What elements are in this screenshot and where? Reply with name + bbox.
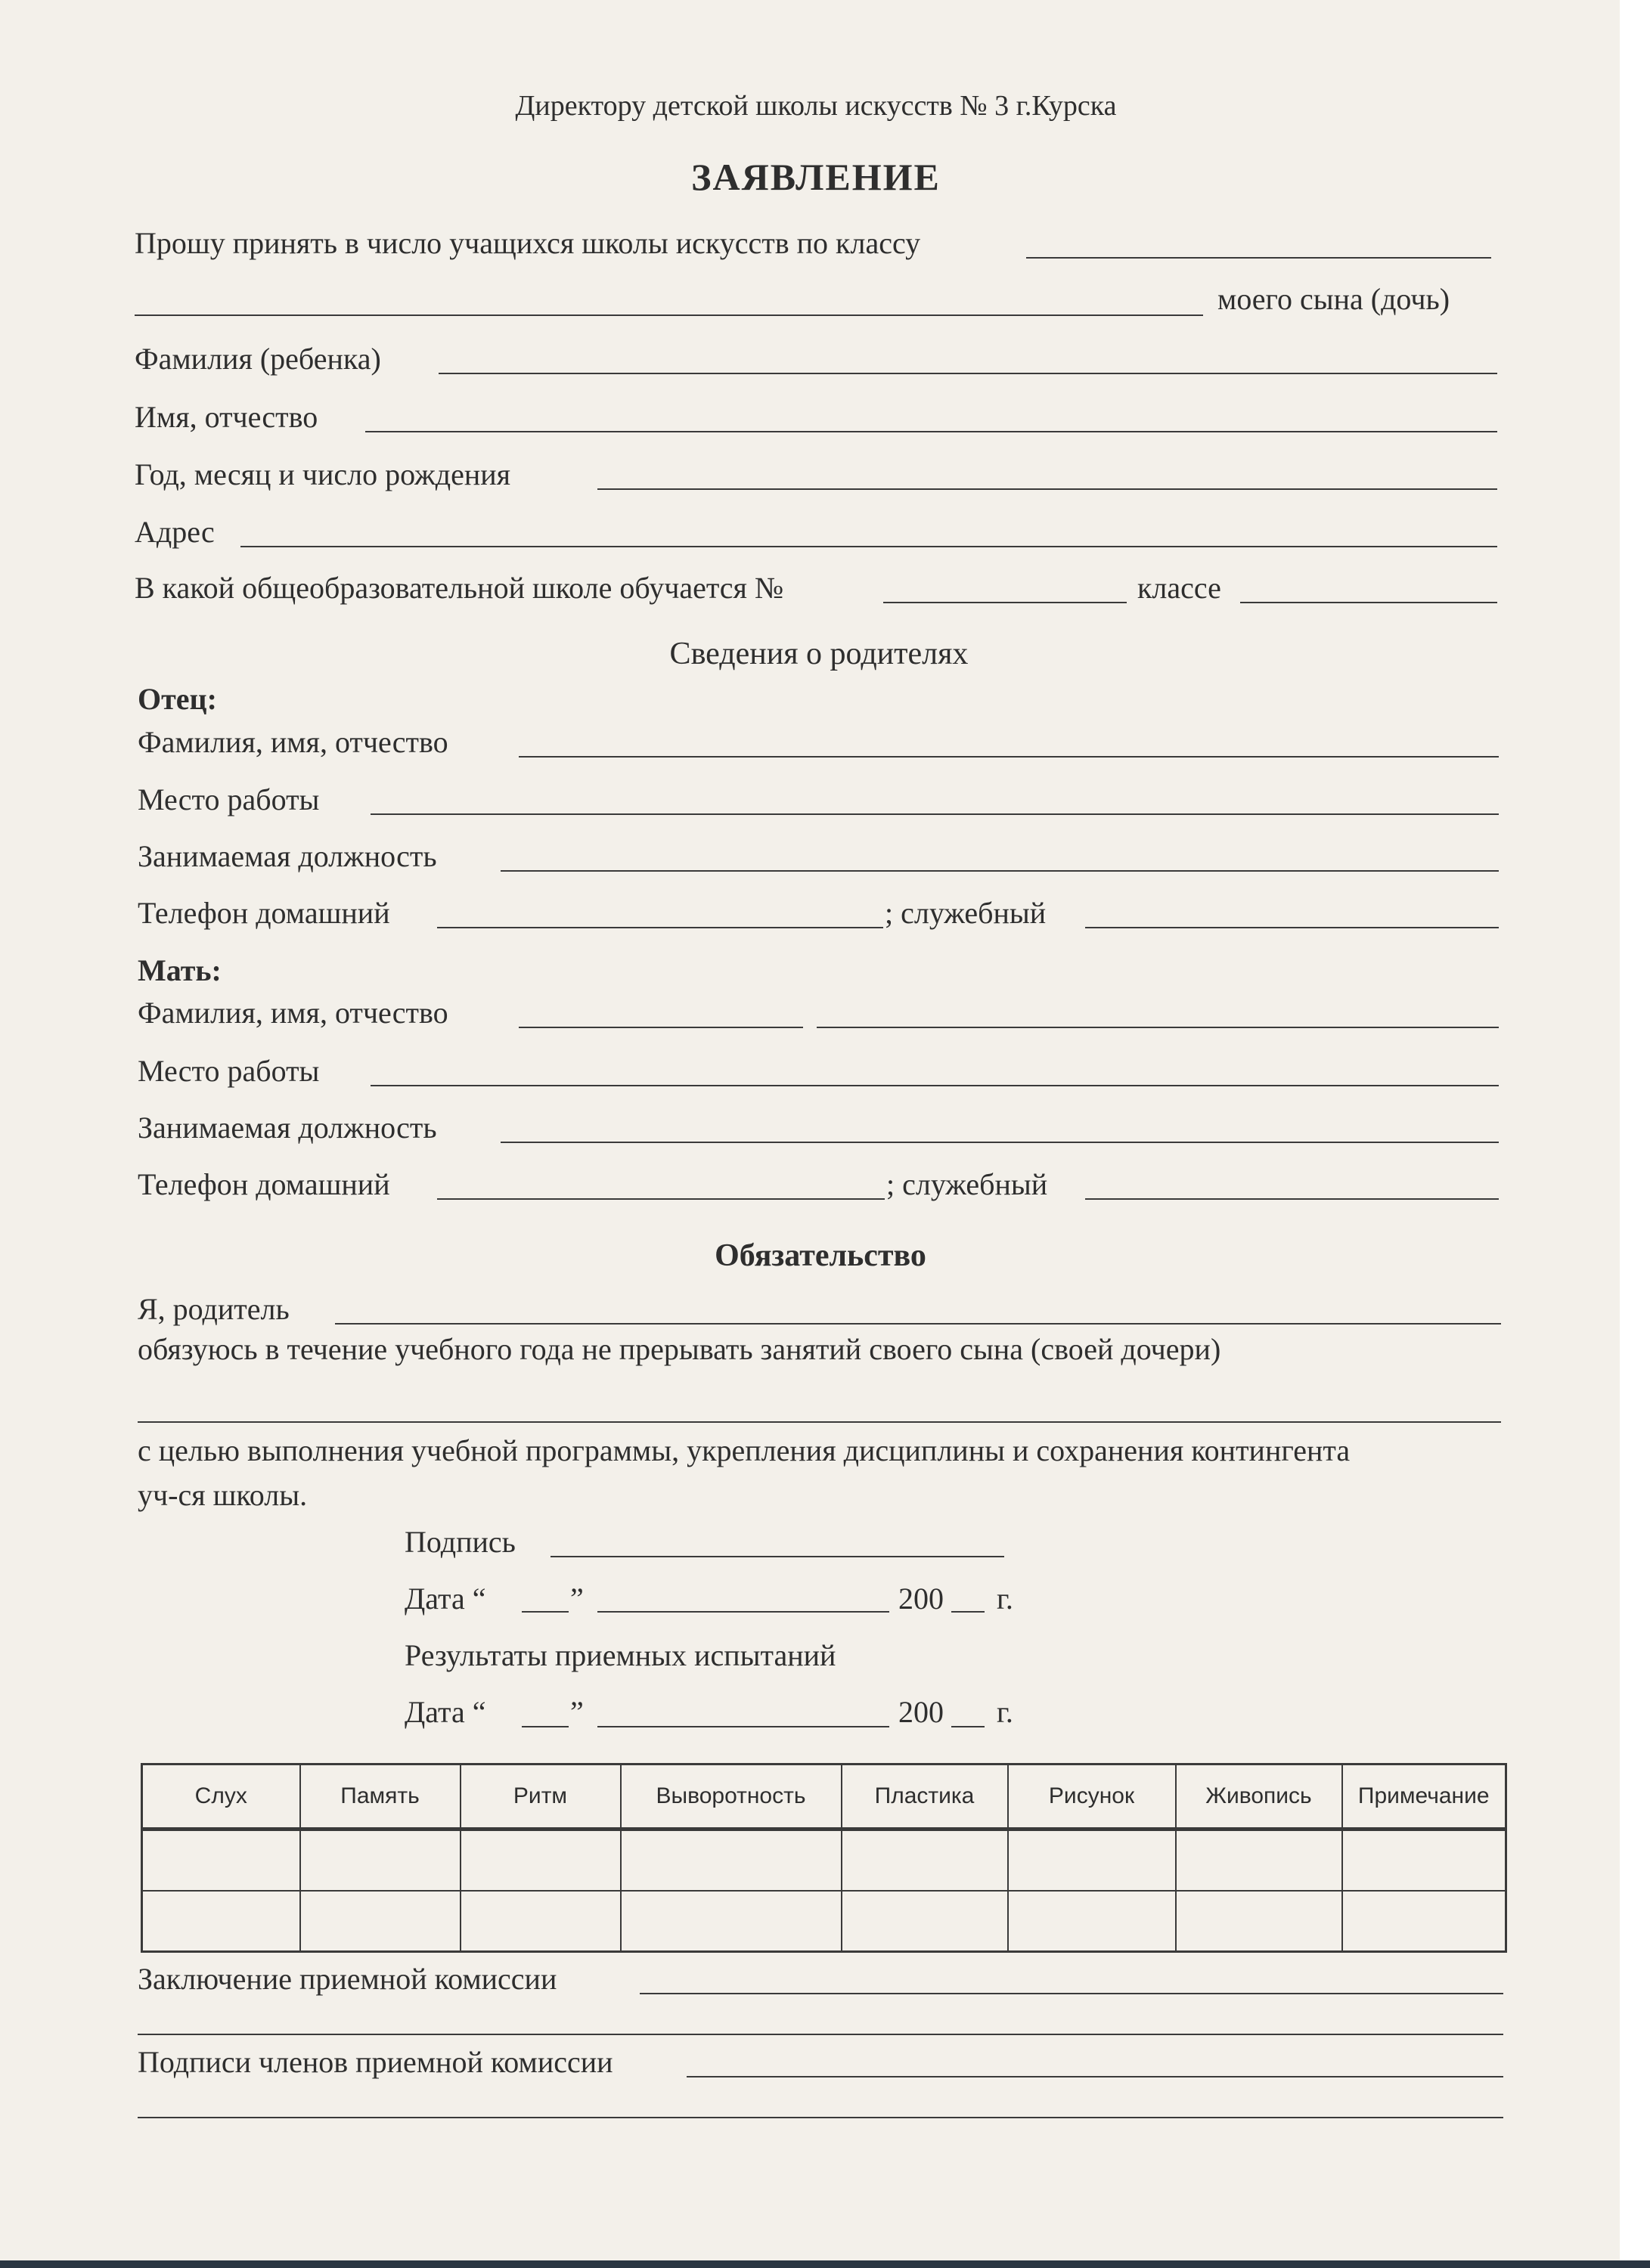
column-header: Выворотность [621,1765,842,1830]
grade-label: классе [1137,571,1221,605]
father-fio-label: Фамилия, имя, отчество [138,725,448,759]
table-cell[interactable] [1342,1830,1506,1892]
child-surname-field[interactable] [439,373,1497,374]
column-header: Примечание [1342,1765,1506,1830]
mother-phone-home-label: Телефон домашний [138,1167,390,1201]
date2-year-suffix: г. [997,1695,1013,1729]
school-label: В какой общеобразовательной школе обучается № [135,571,784,605]
table-header-row [142,1765,1506,1830]
father-position-label: Занимаемая должность [138,839,437,873]
father-phone-home-field[interactable] [437,927,883,928]
school-number-field[interactable] [883,602,1127,603]
father-workplace-label: Место работы [138,782,320,816]
table-cell[interactable] [621,1830,842,1892]
date1-prefix: Дата “ [405,1582,486,1616]
mother-fio-field-a[interactable] [519,1027,803,1028]
father-heading: Отец: [138,682,217,716]
date2-year: 200 [898,1695,944,1729]
birth-date-label: Год, месяц и число рождения [135,457,511,491]
date1-month-field[interactable] [597,1611,889,1613]
table-cell[interactable] [1008,1891,1176,1952]
table-cell[interactable] [1008,1830,1176,1892]
child-name-field[interactable] [365,431,1497,432]
mother-workplace-label: Место работы [138,1054,320,1088]
obligation-text-2: с целью выполнения учебной программы, укрепления дисциплины и сохранения контингента [138,1433,1351,1467]
commission-signatures-field-2[interactable] [138,2117,1503,2118]
address-label: Адрес [135,515,215,549]
son-daughter-label: моего сына (дочь) [1217,282,1450,316]
addressee: Директору детской школы искусств № 3 г.Курска [515,90,1117,122]
parents-heading: Сведения о родителях [669,637,969,671]
mother-phone-home-field[interactable] [437,1198,885,1200]
table-cell[interactable] [1176,1891,1342,1952]
table-cell[interactable] [842,1830,1008,1892]
results-label: Результаты приемных испытаний [405,1638,836,1672]
table-cell[interactable] [461,1891,621,1952]
table-row [142,1891,1506,1952]
father-position-field[interactable] [501,870,1499,872]
mother-phone-work-field[interactable] [1085,1198,1499,1200]
father-phone-work-field[interactable] [1085,927,1499,928]
class-field-line-2[interactable] [135,314,1203,316]
child-name-label: Имя, отчество [135,400,318,434]
father-phone-work-label: ; служебный [885,896,1047,930]
conclusion-label: Заключение приемной комиссии [138,1962,557,1996]
date2-year-field[interactable] [951,1726,985,1727]
address-field[interactable] [240,546,1497,547]
date1-day-field[interactable] [522,1611,569,1613]
date1-year: 200 [898,1582,944,1616]
column-header: Живопись [1176,1765,1342,1830]
mother-fio-field-b[interactable] [817,1027,1499,1028]
column-header: Рисунок [1008,1765,1176,1830]
obligation-text-1: обязуюсь в течение учебного года не прерывать занятий своего сына (своей дочери) [138,1332,1221,1366]
table-cell[interactable] [461,1830,621,1892]
signature-field[interactable] [551,1556,1004,1557]
child-name-field-obligation[interactable] [138,1421,1501,1423]
conclusion-field[interactable] [640,1993,1503,1994]
date2-prefix: Дата “ [405,1695,486,1729]
date2-quote: ” [570,1695,584,1729]
table-cell[interactable] [300,1891,461,1952]
commission-signatures-label: Подписи членов приемной комиссии [138,2045,613,2079]
table-cell[interactable] [1176,1830,1342,1892]
mother-position-field[interactable] [501,1142,1499,1143]
conclusion-field-2[interactable] [138,2034,1503,2035]
date1-year-field[interactable] [951,1611,985,1613]
table-cell[interactable] [300,1830,461,1892]
table-cell[interactable] [621,1891,842,1952]
scanner-edge [0,2260,1650,2268]
obligation-text-3: уч-ся школы. [138,1478,308,1512]
grade-field[interactable] [1240,602,1497,603]
column-header: Ритм [461,1765,621,1830]
parent-field[interactable] [335,1323,1501,1325]
child-surname-label: Фамилия (ребенка) [135,342,381,376]
date1-year-suffix: г. [997,1582,1013,1616]
request-label: Прошу принять в число учащихся школы искусств по классу [135,226,921,260]
mother-fio-label: Фамилия, имя, отчество [138,996,448,1030]
mother-position-label: Занимаемая должность [138,1111,437,1145]
date1-quote: ” [570,1582,584,1616]
date2-day-field[interactable] [522,1726,569,1727]
father-phone-home-label: Телефон домашний [138,896,390,930]
column-header: Пластика [842,1765,1008,1830]
table-cell[interactable] [142,1891,300,1952]
exam-results-table [141,1763,1507,1953]
obligation-heading: Обязательство [715,1238,926,1273]
table-cell[interactable] [842,1891,1008,1952]
table-cell[interactable] [142,1830,300,1892]
table-cell[interactable] [1342,1891,1506,1952]
birth-date-field[interactable] [597,488,1497,490]
page-title: ЗАЯВЛЕНИЕ [691,156,941,198]
mother-phone-work-label: ; служебный [886,1167,1048,1201]
date2-month-field[interactable] [597,1726,889,1727]
father-workplace-field[interactable] [371,813,1499,815]
mother-workplace-field[interactable] [371,1085,1499,1086]
commission-signatures-field[interactable] [687,2076,1503,2077]
signature-label: Подпись [405,1525,516,1559]
mother-heading: Мать: [138,953,222,987]
table-row [142,1830,1506,1892]
father-fio-field[interactable] [519,756,1499,758]
class-field-line[interactable] [1026,257,1491,259]
column-header: Слух [142,1765,300,1830]
column-header: Память [300,1765,461,1830]
parent-label: Я, родитель [138,1292,290,1326]
